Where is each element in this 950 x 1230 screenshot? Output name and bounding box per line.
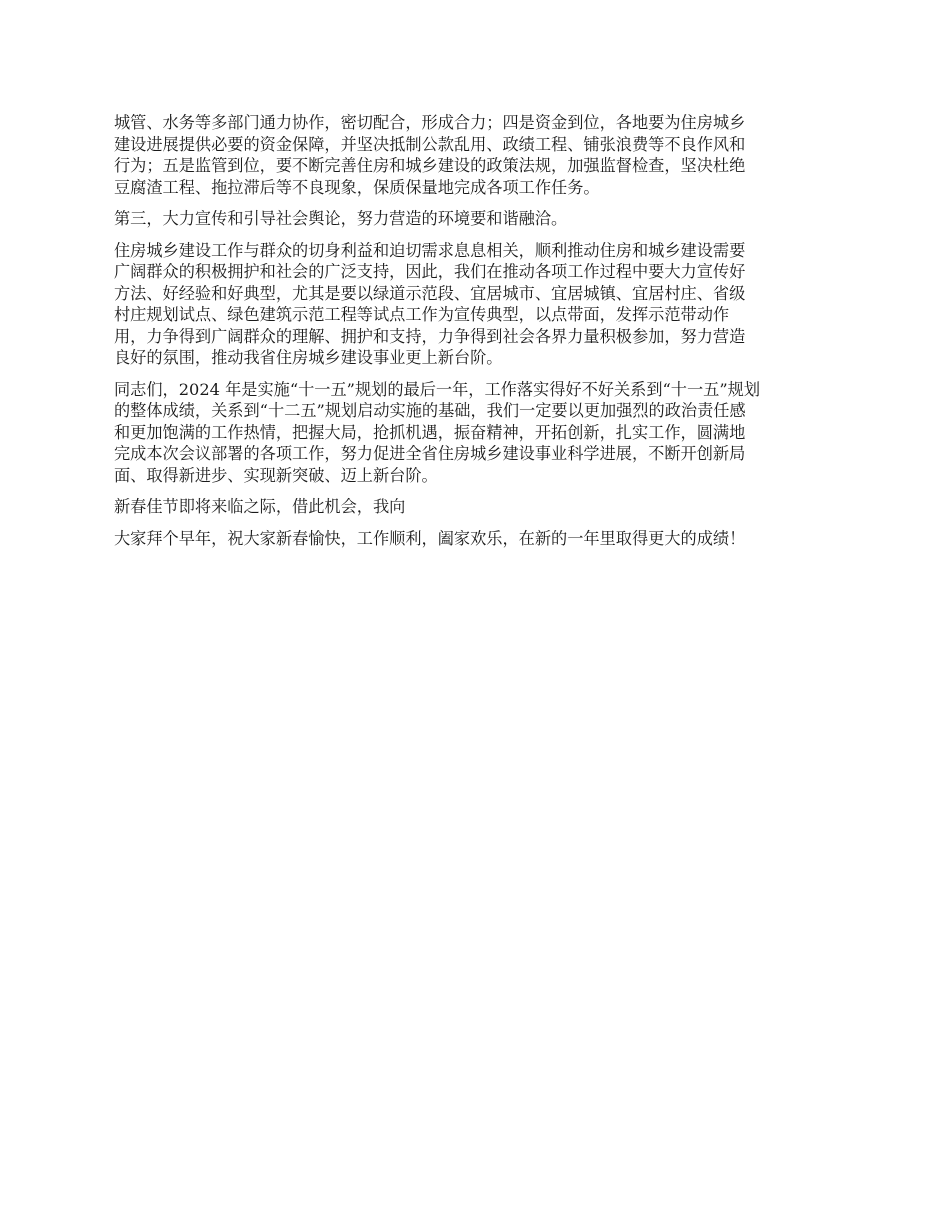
- paragraph-5: 新春佳节即将来临之际，借此机会，我向: [114, 497, 406, 516]
- paragraph-2: 第三，大力宣传和引导社会舆论，努力营造的环境要和谐融洽。: [114, 209, 568, 228]
- document-body: [114, 112, 840, 559]
- paragraph-3: 住房城乡建设工作与群众的切身利益和迫切需求息息相关，顺利推动住房和城乡建设需要 广阔群众的积极拥护和社会的广泛支持，因此，我们在推动各项工作过程中要大力宣传好 方法、好经验和好典型，尤其是要以绿道示范段、宜居城市、宜居城镇、宜居村庄、省级 村庄规划试点、绿色建筑示范工程等试点工作为宣传典型，以点带面，发挥示范带动作 用，力争得到广阔群众的理解、拥护和支持，力争得到社会各界力量积极参加，努力营造 良好的氛围，推动我省住房城乡建设事业更上新台阶。: [114, 240, 746, 367]
- paragraph-6: 大家拜个早年，祝大家新春愉快，工作顺利，阖家欢乐，在新的一年里取得更大的成绩！: [114, 528, 746, 548]
- paragraph-1: 城管、水务等多部门通力协作，密切配合，形成合力；四是资金到位，各地要为住房城乡 建设进展提供必要的资金保障，并坚决抵制公款乱用、政绩工程、铺张浪费等不良作风和 行为；五是监管到位，要不断完善住房和城乡建设的政策法规，加强监督检查，坚决杜绝 豆腐渣工程、拖拉滞后等不良现象，保质保量地完成各项工作任务。: [114, 113, 746, 197]
- paragraph-4: 同志们，2024 年是实施“十一五”规划的最后一年，工作落实得好不好关系到“十一五”规划 的整体成绩，关系到“十二五”规划启动实施的基础，我们一定要以更加强烈的政治责任感 和更加饱满的工作热情，把握大局，抢抓机遇，振奋精神，开拓创新，扎实工作，圆满地 完成本次会议部署的各项工作，努力促进全省住房城乡建设事业科学进展，不断开创新局 面、取得新进步、实现新突破、迈上新台阶。: [114, 379, 761, 485]
